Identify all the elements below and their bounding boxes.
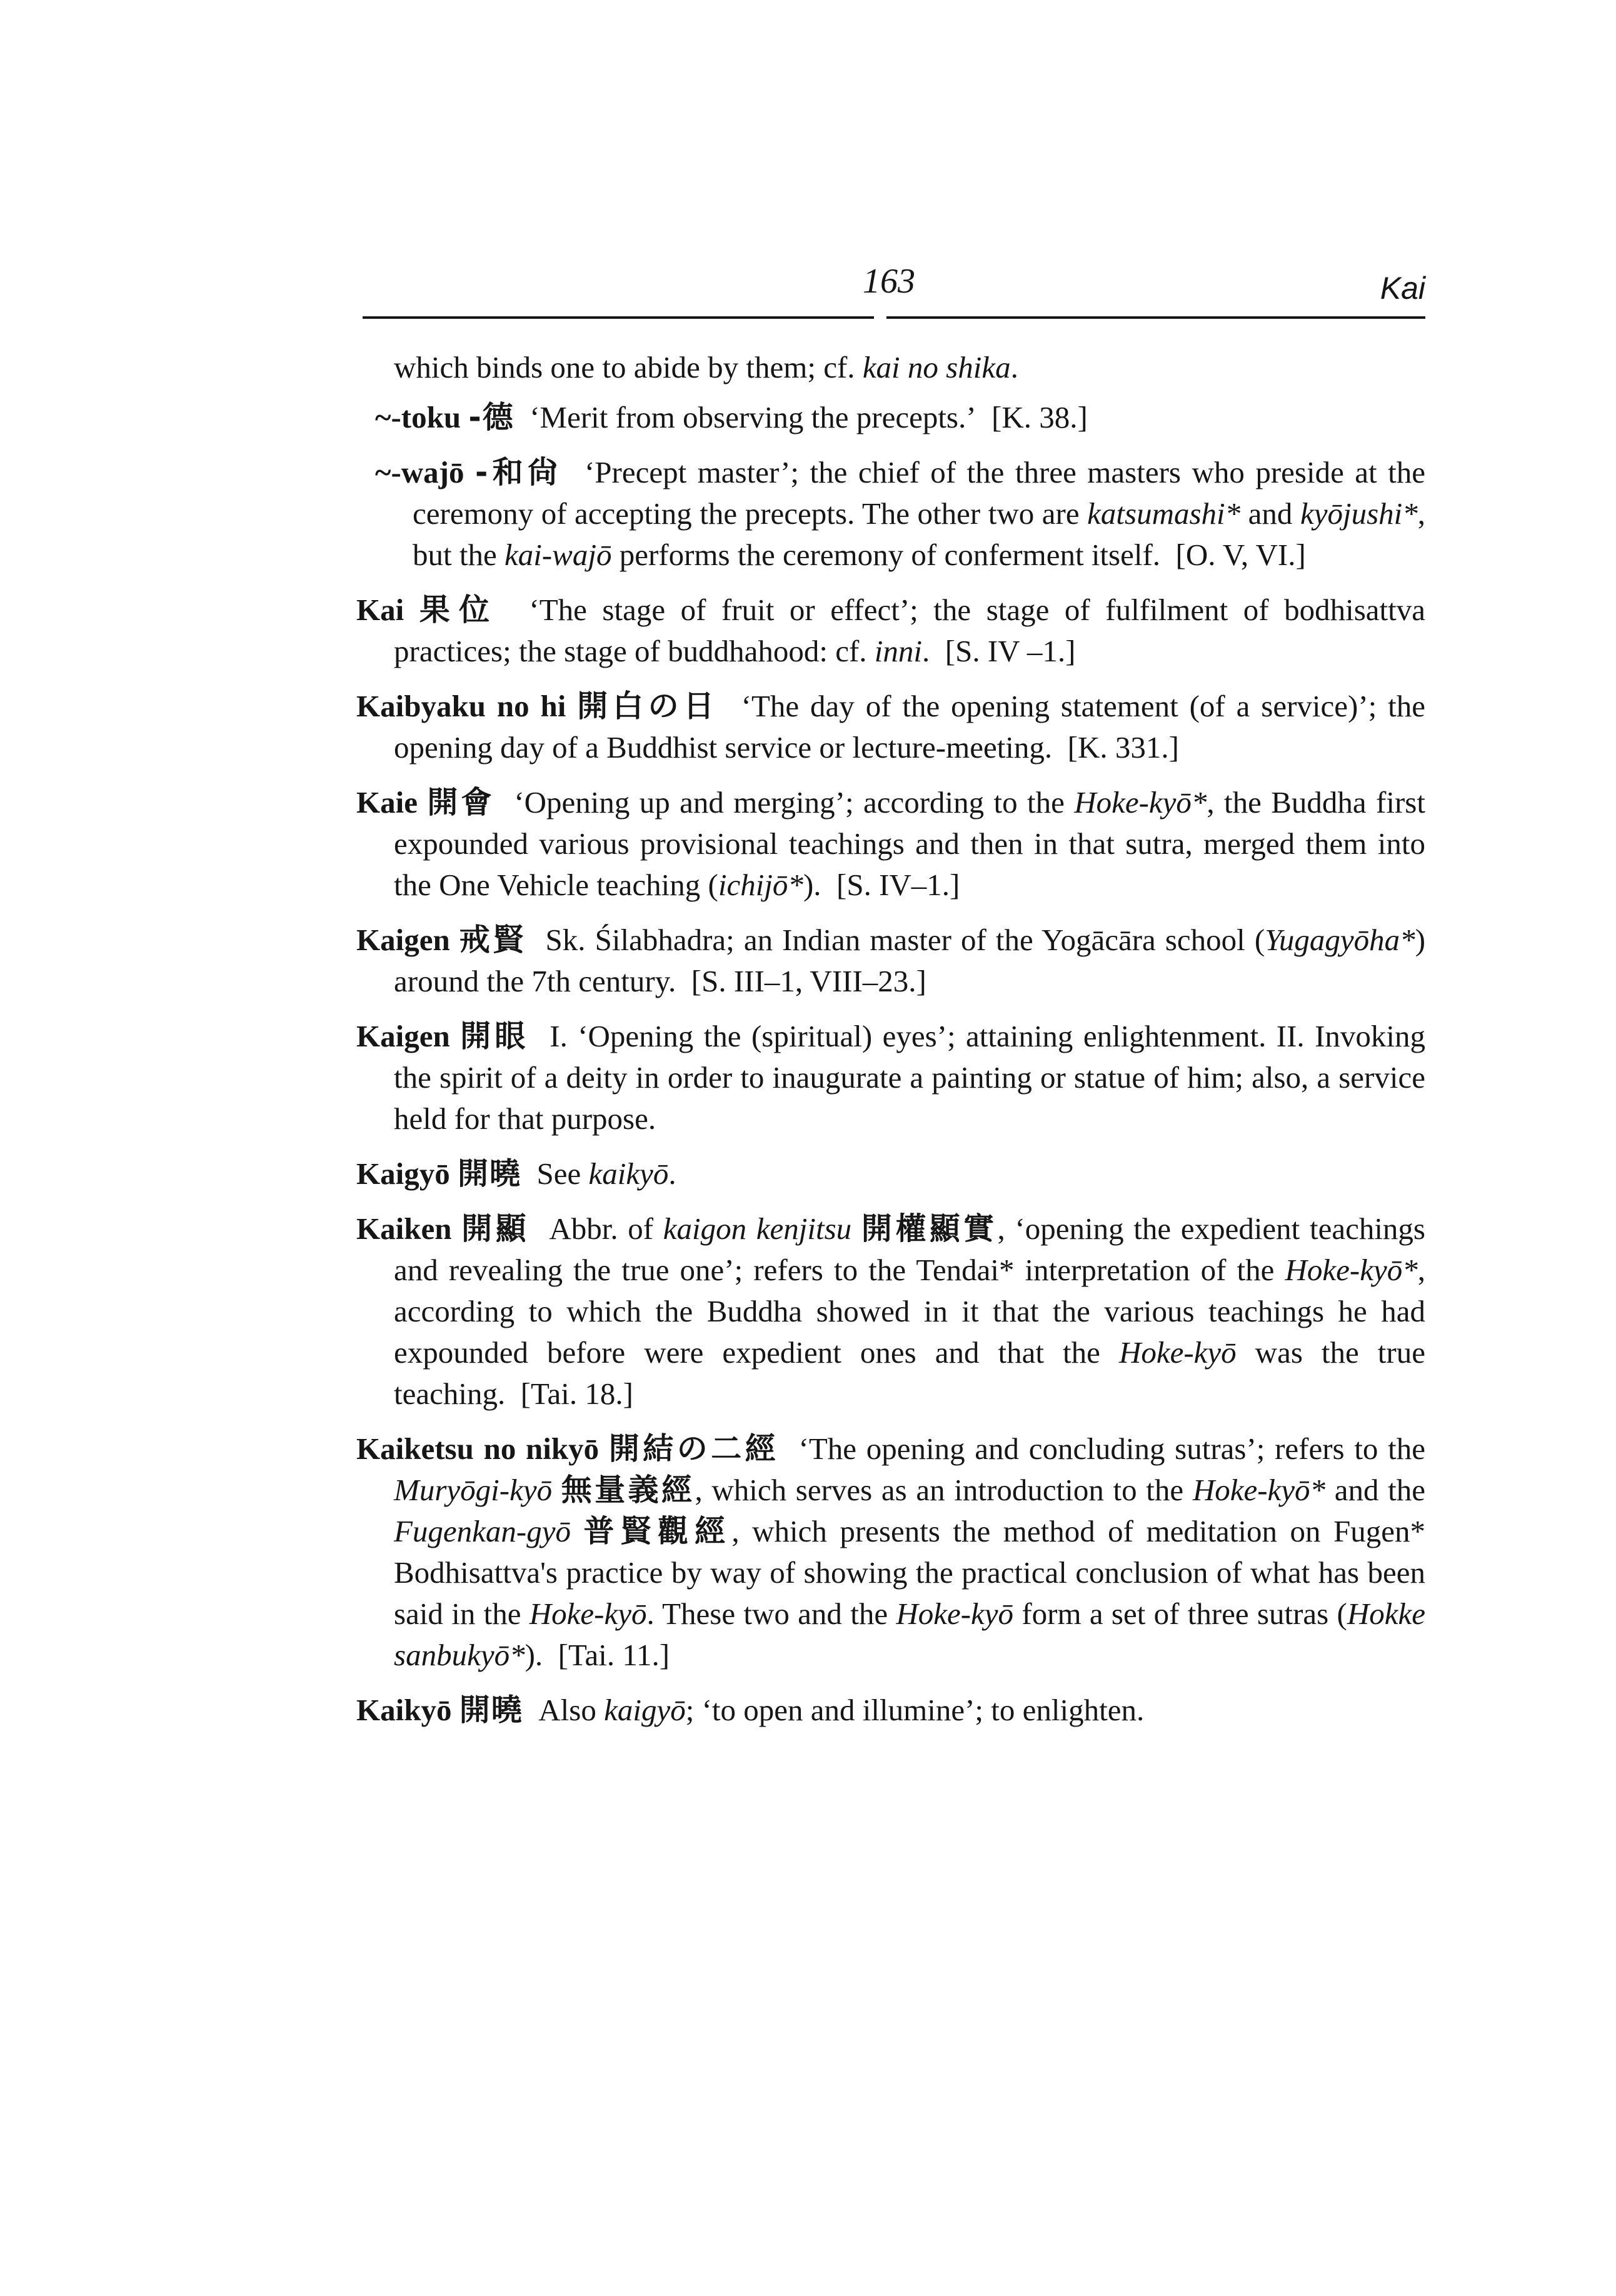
entry-headword: Kaiketsu no nikyō: [356, 1431, 600, 1466]
entry-reference: [K. 38.]: [991, 400, 1088, 434]
entry-reference: [O. V, VI.]: [1175, 538, 1306, 572]
entry-kai-toku: ~-toku -德 ‘Merit from observing the precepts.’ [K. 38.]: [375, 399, 1088, 435]
entry-headword: Kaiken: [356, 1211, 452, 1246]
entry-headword: ~-wajō: [375, 455, 464, 489]
entry-kaigen-silabhadra: Kaigen 戒賢 Sk. Śilabhadra; an Indian master of the Yogācāra school (Yugagyōha*) around the 7th century. [S. III–1, VIII–23.]: [356, 922, 1426, 998]
entry-kaikyo: Kaikyō 開曉 Also kaigyō; ‘to open and illumine’; to enlighten.: [356, 1692, 1145, 1728]
entry-kaie: Kaie 開會 ‘Opening up and merging’; according to the Hoke-kyō*, the Buddha first expounded various provisional teachings and then in that sutra, merged them into the One Vehicle teaching (ichijō*). [S. IV–1.]: [356, 785, 1425, 902]
entry-headword: Kaigen: [356, 923, 450, 957]
page-header: [363, 261, 1425, 330]
entry-kanji: 開會: [427, 785, 495, 820]
entry-kanji-secondary: 無量義經: [561, 1472, 695, 1508]
dictionary-entries: [356, 347, 1425, 1745]
entry-headword: ~-toku: [375, 400, 461, 434]
entry-kaiken: Kaiken 開顯 Abbr. of kaigon kenjitsu 開權顯實, ‘opening the expedient teachings and revealing the true one’; refers to the Tendai* interpretation of the Hoke-kyō*, according to which the Buddha showed in it that the various teachings he had expounded before were expedient ones and that the Hoke-kyō was the true teaching. [Tai. 18.]: [356, 1211, 1426, 1411]
entry-kanji: 開眼: [460, 1018, 529, 1054]
entry-headword: Kaigyō: [356, 1156, 450, 1191]
entry-headword: Kaie: [356, 785, 418, 820]
entry-kanji: 開曉: [459, 1692, 523, 1728]
entry-kaigen-opening-eyes: Kaigen 開眼 I. ‘Opening the (spiritual) eyes’; attaining enlightenment. II. Invoking the spirit of a deity in order to inaugurate a painting or statue of him; also, a service held for that purpose.: [356, 1018, 1426, 1136]
entry-headword: Kaibyaku no hi: [356, 689, 566, 723]
header-rule-left: [363, 316, 874, 319]
entry-kaiketsu-no-nikyo: Kaiketsu no nikyō 開結の二經 ‘The opening and concluding sutras’; refers to the Muryōgi-kyō 無量義經, which serves as an introduction to the Hoke-kyō* and the Fugenkan-gyō 普賢觀經, which presents the method of meditation on Fugen* Bodhisattva's practice by way of showing the practical conclusion of what has been said in the Hoke-kyō. These two and the Hoke-kyō form a set of three sutras (Hokke sanbukyō*). [Tai. 11.]: [356, 1431, 1425, 1672]
entry-kanji-tertiary: 普賢觀經: [583, 1513, 732, 1549]
entry-reference: [S. IV–1.]: [836, 868, 960, 902]
entry-kanji-secondary: 開權顯實: [861, 1211, 998, 1246]
entry-reference: [Tai. 18.]: [520, 1376, 633, 1411]
entry-reference: [K. 331.]: [1067, 730, 1179, 764]
entry-reference: [S. III–1, VIII–23.]: [691, 964, 926, 998]
entry-kai: Kai 果位 ‘The stage of fruit or effect’; the stage of fulfilment of bodhisattva practices; the stage of buddhahood: cf. inni. [S. IV –1.]: [356, 592, 1425, 668]
header-rule-right: [886, 316, 1425, 319]
entry-continuation: which binds one to abide by them; cf. kai no shika.: [394, 350, 1018, 384]
entry-kanji: 開曉: [457, 1156, 521, 1191]
entry-kanji: 戒賢: [459, 922, 527, 958]
entry-headword: Kai: [356, 593, 404, 627]
entry-reference: [Tai. 11.]: [558, 1638, 670, 1672]
entry-kanji: -德: [468, 399, 514, 435]
entry-headword: Kaikyō: [356, 1693, 452, 1727]
entry-kanji: 開顯: [461, 1211, 529, 1246]
entry-headword: Kaigen: [356, 1019, 450, 1053]
entry-kai-wajo: ~-wajō -和尙 ‘Precept master’; the chief of the three masters who preside at the ceremony of accepting the precepts. The other two are katsumashi* and kyōjushi*, but the kai-wajō performs the ceremony of conferment itself. [O. V, VI.]: [375, 454, 1425, 572]
entry-kanji: 開結の二經: [608, 1431, 780, 1466]
entry-reference: [S. IV –1.]: [945, 634, 1076, 668]
entry-kaigyo: Kaigyō 開曉 See kaikyō.: [356, 1156, 676, 1191]
entry-kanji: -和尙: [475, 454, 563, 490]
page-number: 163: [863, 262, 915, 301]
entry-kanji: 果位: [419, 592, 499, 628]
running-head: Kai: [1380, 271, 1425, 306]
entry-kanji: 開白の日: [577, 688, 719, 724]
entry-kaibyaku-no-hi: Kaibyaku no hi 開白の日 ‘The day of the opening statement (of a service)’; the opening day of a Buddhist service or lecture-meeting. [K. 331.]: [356, 688, 1426, 764]
